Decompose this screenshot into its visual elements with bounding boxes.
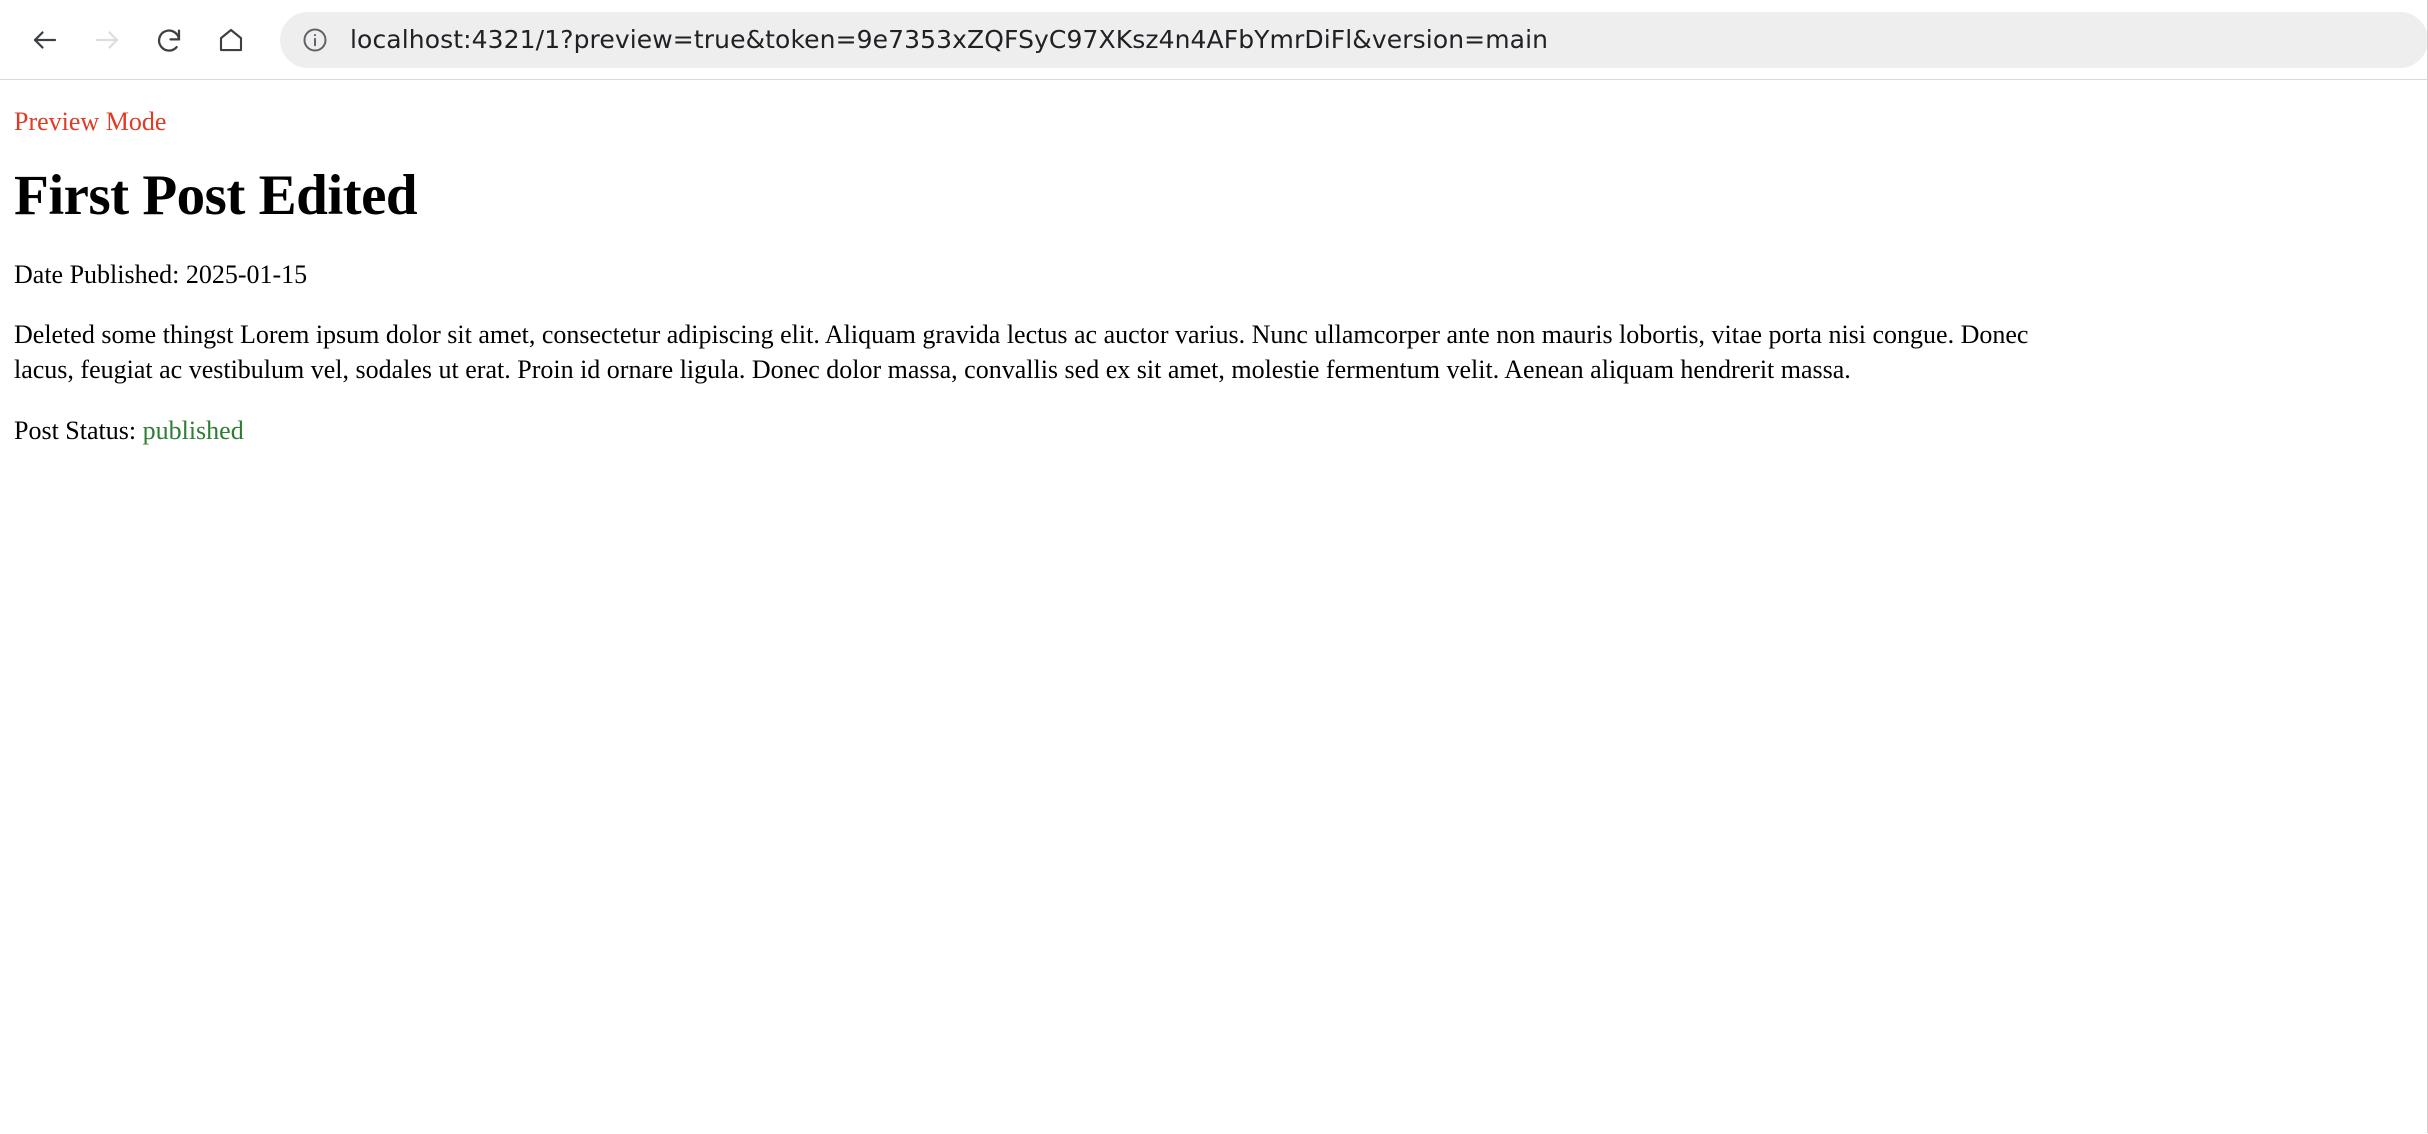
page-content	[0, 106, 2428, 448]
reload-button[interactable]	[138, 9, 200, 71]
post-status	[14, 414, 2414, 449]
browser-toolbar	[0, 0, 2428, 80]
date-published: Date Published: 2025-01-15	[14, 259, 308, 289]
url-text[interactable]: localhost:4321/1?preview=true&token=9e7353xZQFSyC97XKsz4n4AFbYmrDiFl&version=main	[350, 25, 1549, 54]
home-button[interactable]	[200, 9, 262, 71]
home-icon	[216, 25, 246, 55]
address-bar[interactable]	[280, 12, 2428, 68]
post-body-line-1: Deleted some thingst Lorem ipsum dolor sit amet, consectetur adipiscing elit. Aliquam gravida lectus ac auctor varius. Nunc ullamcorper ante non mauris lobortis, vitae porta nisi congue. Donec	[14, 320, 2029, 350]
post-status-value: published	[142, 415, 244, 445]
forward-button[interactable]	[76, 9, 138, 71]
page-viewport	[0, 80, 2428, 1133]
site-information-icon[interactable]	[300, 25, 330, 55]
navigation-buttons	[14, 9, 262, 71]
post-body-line-2: lacus, feugiat ac vestibulum vel, sodales ut erat. Proin id ornare ligula. Donec dolor massa, convallis sed ex sit amet, molestie fermentum velit. Aenean aliquam hendrerit massa.	[14, 355, 1851, 385]
forward-arrow-icon	[92, 25, 122, 55]
post-body	[14, 318, 2414, 387]
back-button[interactable]	[14, 9, 76, 71]
back-arrow-icon	[30, 25, 60, 55]
post-status-label: Post Status:	[14, 415, 137, 445]
page-title: First Post Edited	[14, 164, 418, 228]
preview-mode-banner: Preview Mode	[14, 107, 167, 136]
reload-icon	[154, 25, 184, 55]
